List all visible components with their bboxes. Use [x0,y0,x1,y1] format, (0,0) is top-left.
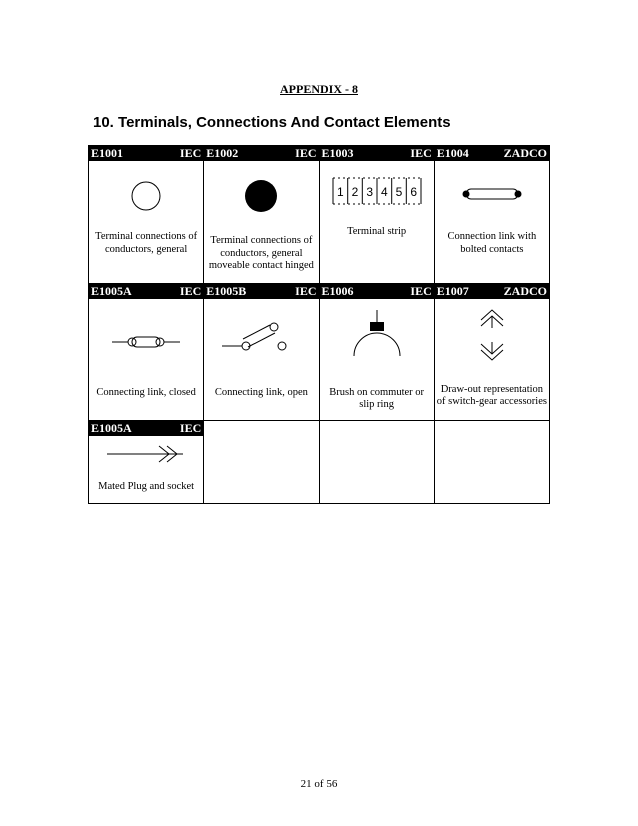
svg-text:5: 5 [395,185,402,199]
symbol-cell-e1002 [204,146,319,284]
symbol-cell-e1003 [319,146,434,284]
terminal-circle-icon [126,176,166,216]
symbol-caption: Mated Plug and socket [98,481,195,493]
bolted-link-icon [452,186,532,202]
symbol-table [88,145,550,504]
svg-text:3: 3 [365,185,373,199]
section-title: 10. Terminals, Connections And Contact Elements [93,114,451,131]
cell-header: E1005A IEC [91,421,202,436]
cell-header: E1003 IEC [321,146,432,160]
symbol-cell-e1006 [319,283,434,421]
cell-header: E1006 IEC [321,283,432,298]
closed-link-icon [106,332,186,352]
svg-text:4: 4 [380,185,388,199]
symbol-caption: Draw-out representation of switch-gear accessories [436,383,547,408]
cell-header: E1001 IEC [91,146,202,160]
cell-header: E1005A IEC [91,283,202,298]
symbol-caption: Terminal connections of conductors, general [95,231,198,255]
appendix-heading: APPENDIX - 8 [280,82,358,96]
empty-cell [204,421,319,504]
symbol-cell-e1004 [434,146,549,284]
cell-header: E1002 IEC [206,146,317,160]
symbol-cell-e1005a [89,283,204,421]
cell-header: E1005B IEC [206,283,317,298]
terminal-strip-icon [329,174,425,208]
symbol-cell-e1001 [89,146,204,284]
symbol-caption: Terminal strip [347,226,407,237]
page-number: 21 of 56 [300,778,338,790]
svg-text:2: 2 [351,185,358,199]
symbol-caption: Brush on commuter or slip ring [329,386,425,411]
svg-text:1: 1 [336,185,344,199]
brush-slip-ring-icon [347,306,407,360]
open-link-icon [216,314,306,354]
empty-cell [434,421,549,504]
symbol-caption: Terminal connections of conductors, general moveable contact hinged [208,235,314,271]
symbol-cell-e1005a-plug [89,421,204,504]
symbol-cell-e1007 [434,283,549,421]
symbol-caption: Connecting link, closed [96,386,196,398]
svg-text:6: 6 [409,185,417,199]
draw-out-icon [477,306,507,364]
cell-header: E1004 ZADCO [436,146,547,160]
plug-socket-icon [101,443,191,465]
symbol-caption: Connecting link, open [214,386,308,398]
filled-terminal-icon [241,176,281,216]
symbol-cell-e1005b [204,283,319,421]
empty-cell [319,421,434,504]
cell-header: E1007 ZADCO [436,283,547,298]
symbol-caption: Connection link with bolted contacts [447,231,537,255]
